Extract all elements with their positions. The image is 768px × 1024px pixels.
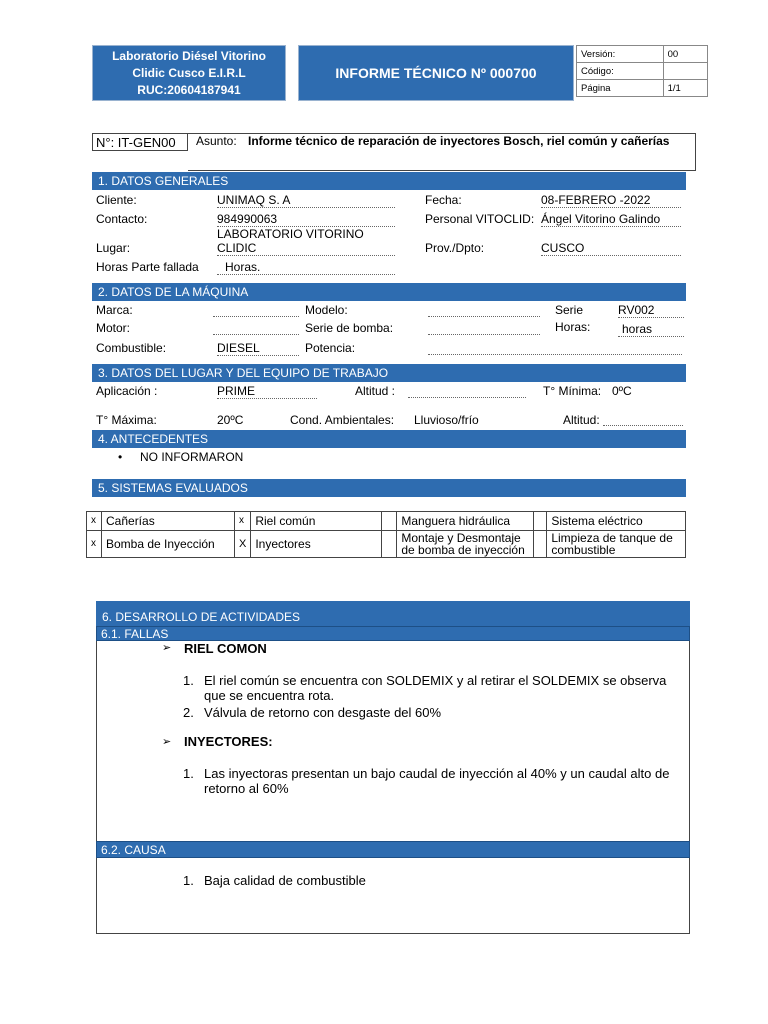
- version-label: Versión:: [577, 46, 664, 63]
- system-tank-cleaning: Limpieza de tanque de combustible: [547, 531, 686, 558]
- check-common-rail: x: [235, 512, 251, 531]
- min-temp-label: T° Mínima:: [543, 384, 602, 398]
- company-name: Laboratorio Diésel Vitorino: [112, 49, 266, 63]
- altitude-value-line: [408, 397, 526, 398]
- brand-label: Marca:: [96, 303, 133, 317]
- date-value: 08-FEBRERO -2022: [541, 193, 681, 208]
- engine-label: Motor:: [96, 321, 131, 335]
- brand-value-line: [213, 316, 299, 317]
- staff-label: Personal VITOCLID:: [425, 212, 535, 226]
- conditions-label: Cond. Ambientales:: [290, 413, 395, 427]
- model-value-line: [428, 316, 540, 317]
- arrow-bullet-icon: ➢: [162, 642, 172, 654]
- document-control-table: [576, 45, 708, 97]
- section-place-header: 3. DATOS DEL LUGAR Y DEL EQUIPO DE TRABAJO: [92, 364, 686, 382]
- failed-hours-label: Horas Parte fallada: [96, 260, 199, 274]
- machine-hours-value: horas: [618, 322, 684, 337]
- fuel-label: Combustible:: [96, 341, 167, 355]
- rail-item1-number: 1.: [183, 673, 194, 688]
- cause-item1: Baja calidad de combustible: [204, 873, 366, 888]
- place-value-line2: CLIDIC: [217, 241, 395, 256]
- background-item: NO INFORMARON: [140, 450, 244, 464]
- system-hydraulic-hose: Manguera hidráulica: [397, 512, 534, 531]
- code-value: [663, 63, 707, 80]
- company-branch: Clidic Cusco E.I.R.L: [132, 66, 246, 80]
- pump-serial-value-line: [428, 334, 540, 335]
- systems-table: [86, 511, 686, 558]
- application-value: PRIME: [217, 384, 317, 399]
- altitude-label: Altitud :: [355, 384, 396, 398]
- system-electrical: Sistema eléctrico: [547, 512, 686, 531]
- version-value: 00: [663, 46, 707, 63]
- altitude2-label: Altitud:: [563, 413, 600, 427]
- report-title: INFORME TÉCNICO Nº 000700: [298, 45, 574, 101]
- date-label: Fecha:: [425, 193, 462, 207]
- rail-item2-number: 2.: [183, 705, 194, 720]
- cause-header: [96, 841, 690, 858]
- conditions-value: Lluvioso/frío: [414, 413, 479, 427]
- power-value-line: [428, 354, 682, 355]
- serial-label: Serie: [555, 303, 584, 317]
- page-label: Página: [577, 80, 664, 97]
- injectors-item1: Las inyectoras presentan un bajo caudal de inyección al 40% y un caudal alto de retorno al 60%: [204, 766, 670, 796]
- engine-value-line: [213, 334, 299, 335]
- rail-heading: RIEL COMON: [184, 641, 267, 656]
- section-background-header: 4. ANTECEDENTES: [92, 430, 686, 448]
- cause-item1-number: 1.: [183, 873, 194, 888]
- company-header: [92, 45, 286, 101]
- company-ruc: RUC:20604187941: [137, 83, 241, 97]
- system-pipes: Cañerías: [102, 512, 235, 531]
- check-injectors: X: [235, 531, 251, 558]
- client-value: UNIMAQ S. A: [217, 193, 395, 208]
- serial-value: RV002: [618, 303, 684, 318]
- subject-text: Informe técnico de reparación de inyectores Bosch, riel común y cañerías: [248, 134, 670, 148]
- check-pipes: x: [87, 512, 102, 531]
- faults-title: 6.1. FALLAS: [101, 627, 169, 641]
- check-pump-assembly: [382, 531, 397, 558]
- section-machine-header: 2. DATOS DE LA MÁQUINA: [92, 283, 686, 301]
- place-value-line1: LABORATORIO VITORINO: [217, 227, 364, 241]
- client-label: Cliente:: [96, 193, 137, 207]
- power-label: Potencia:: [305, 341, 356, 355]
- page-value: 1/1: [663, 80, 707, 97]
- injectors-heading: INYECTORES:: [184, 734, 273, 749]
- staff-value: Ángel Vitorino Galindo: [541, 212, 681, 227]
- injectors-item1-number: 1.: [183, 766, 194, 781]
- section-systems-header: 5. SISTEMAS EVALUADOS: [92, 479, 686, 497]
- faults-header: [96, 626, 690, 641]
- place-label: Lugar:: [96, 241, 131, 255]
- max-temp-label: T° Máxima:: [96, 413, 157, 427]
- province-label: Prov./Dpto:: [425, 241, 485, 255]
- section-general-header: 1. DATOS GENERALES: [92, 172, 686, 190]
- check-injection-pump: x: [87, 531, 102, 558]
- contact-label: Contacto:: [96, 212, 148, 226]
- check-tank-cleaning: [534, 531, 547, 558]
- failed-hours-value: Horas.: [217, 260, 395, 275]
- system-pump-assembly: Montaje y Desmontaje de bomba de inyección: [397, 531, 534, 558]
- check-hydraulic-hose: [382, 512, 397, 531]
- contact-value: 984990063: [217, 212, 395, 227]
- application-label: Aplicación :: [96, 384, 158, 398]
- province-value: CUSCO: [541, 241, 681, 256]
- check-electrical: [534, 512, 547, 531]
- rail-item1: El riel común se encuentra con SOLDEMIX y al retirar el SOLDEMIX se observa que se encuentra rota.: [204, 673, 667, 703]
- cause-title: 6.2. CAUSA: [101, 843, 166, 857]
- altitude2-value-line: [603, 425, 683, 426]
- min-temp-value: 0ºC: [612, 384, 632, 398]
- model-label: Modelo:: [305, 303, 348, 317]
- background-bullet: •: [118, 450, 123, 464]
- system-injectors: Inyectores: [251, 531, 382, 558]
- machine-hours-label: Horas:: [555, 320, 591, 334]
- section-activities-header: 6. DESARROLLO DE ACTIVIDADES: [96, 601, 690, 627]
- system-injection-pump: Bomba de Inyección: [102, 531, 235, 558]
- rail-item2: Válvula de retorno con desgaste del 60%: [204, 705, 442, 720]
- max-temp-value: 20ºC: [217, 413, 244, 427]
- fuel-value: DIESEL: [217, 341, 299, 356]
- report-number: N°: IT-GEN00: [92, 133, 188, 151]
- system-common-rail: Riel común: [251, 512, 382, 531]
- arrow-bullet-icon: ➢: [162, 736, 172, 748]
- subject-label: Asunto:: [196, 134, 237, 148]
- pump-serial-label: Serie de bomba:: [305, 321, 394, 335]
- code-label: Código:: [577, 63, 664, 80]
